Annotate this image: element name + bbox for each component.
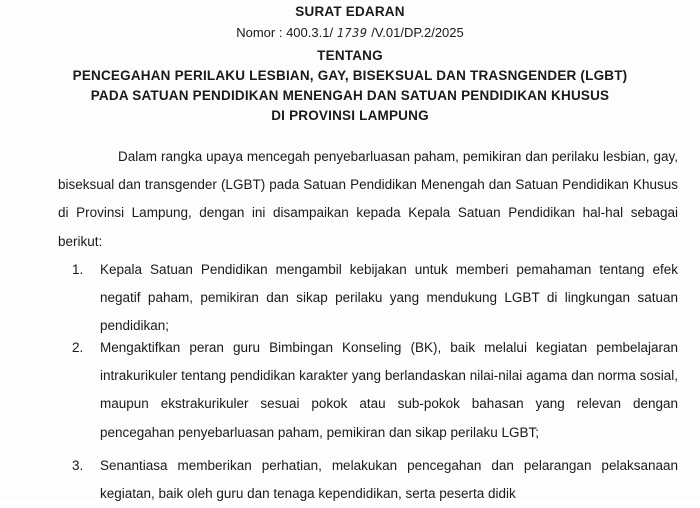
document-number [0,25,700,40]
item-text: Mengaktifkan peran guru Bimbingan Konseling (BK), baik melalui kegiatan pembelajaran intrakurikuler tentang pendidikan karakter yang berlandaskan nilai-nilai agama dan norma sosial, maupun ekstrakurikuler sesuai pokok atau sub-pokok bahasan yang relevan dengan pencegahan penyebarluasan paham, pemikiran dan sikap perilaku LGBT; [100,340,678,440]
item-number: 1. [72,262,84,277]
tentang-heading: TENTANG [317,48,383,63]
number-label: Nomor : 400.3.1/ [236,25,334,40]
item-text: Senantiasa memberikan perhatian, melakukan pencegahan dan pelarangan pelaksanaan kegiatan, baik oleh guru dan tenaga kependidikan, serta peserta didik [100,458,678,502]
item-number: 2. [72,340,84,355]
item-number: 3. [72,458,84,473]
handwritten-number: 1739 [336,26,368,40]
document-title: SURAT EDARAN [295,4,405,19]
item-text: Kepala Satuan Pendidikan mengambil kebijakan untuk memberi pemahaman tentang efek negatif paham, pemikiran dan sikap perilaku yang mendukung LGBT di lingkungan satuan pendidikan; [100,262,678,334]
number-suffix: /V.01/DP.2/2025 [371,25,464,40]
intro-paragraph: Dalam rangka upaya mencegah penyebarluasan paham, pemikiran dan perilaku lesbian, gay, biseksual dan transgender (LGBT) pada Satuan Pendidikan Menengah dan Satuan Pendidikan Khusus di Provinsi Lampung, dengan ini disampaikan kepada Kepala Satuan Pendidikan hal-hal sebagai berikut: [58,149,678,249]
subject-line-1: PENCEGAHAN PERILAKU LESBIAN, GAY, BISEKSUAL DAN TRASNGENDER (LGBT) [72,68,628,83]
subject-line-2: PADA SATUAN PENDIDIKAN MENENGAH DAN SATUAN PENDIDIKAN KHUSUS [90,88,610,103]
subject-line-3: DI PROVINSI LAMPUNG [271,108,429,123]
